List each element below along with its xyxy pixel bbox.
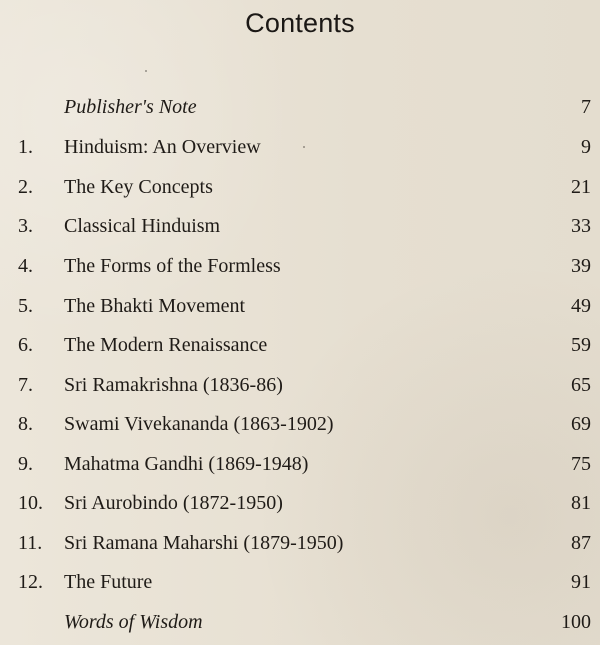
toc-row-6	[0, 334, 600, 364]
toc-number: 6.	[18, 334, 33, 356]
toc-page-number: 21	[571, 176, 591, 198]
toc-number: 2.	[18, 176, 33, 198]
toc-page-number: 39	[571, 255, 591, 277]
toc-row-9	[0, 453, 600, 483]
toc-page-number: 69	[571, 413, 591, 435]
toc-row-4	[0, 255, 600, 285]
toc-title: Classical Hinduism	[64, 215, 221, 237]
toc-title: The Forms of the Formless	[64, 255, 281, 277]
toc-row-7	[0, 374, 600, 404]
toc-number: 8.	[18, 413, 33, 435]
toc-row-12	[0, 571, 600, 601]
toc-row-5	[0, 295, 600, 325]
toc-title: Sri Aurobindo (1872-1950)	[64, 492, 283, 514]
toc-number: 9.	[18, 453, 33, 475]
toc-page-number: 100	[561, 611, 591, 633]
toc-page-number: 49	[571, 295, 591, 317]
toc-number: 1.	[18, 136, 33, 158]
toc-title: The Modern Renaissance	[64, 334, 268, 356]
paper-speck	[303, 146, 305, 148]
toc-number: 7.	[18, 374, 33, 396]
toc-number: 10.	[18, 492, 43, 514]
toc-row-1	[0, 136, 600, 166]
toc-page-number: 59	[571, 334, 591, 356]
toc-page-number: 65	[571, 374, 591, 396]
toc-number: 11.	[18, 532, 43, 554]
toc-page-number: 33	[571, 215, 591, 237]
toc-page-number: 9	[581, 136, 591, 158]
toc-number: 12.	[18, 571, 43, 593]
toc-title: Mahatma Gandhi (1869-1948)	[64, 453, 309, 475]
toc-title: Swami Vivekananda (1863-1902)	[64, 413, 334, 435]
toc-number: 5.	[18, 295, 33, 317]
toc-title: The Bhakti Movement	[64, 295, 246, 317]
toc-row-10	[0, 492, 600, 522]
toc-row-3	[0, 215, 600, 245]
toc-title: Words of Wisdom	[64, 611, 203, 633]
toc-title: The Key Concepts	[64, 176, 213, 198]
toc-row-11	[0, 532, 600, 562]
toc-page-number: 87	[571, 532, 591, 554]
toc-page-number: 91	[571, 571, 591, 593]
paper-speck	[145, 70, 147, 72]
toc-page-number: 7	[581, 96, 591, 118]
toc-number: 3.	[18, 215, 33, 237]
toc-number: 4.	[18, 255, 33, 277]
toc-title: Hinduism: An Overview	[64, 136, 261, 158]
page-title: Contents	[245, 8, 355, 38]
toc-row-8	[0, 413, 600, 443]
toc-title: Sri Ramana Maharshi (1879-1950)	[64, 532, 344, 554]
toc-title: Sri Ramakrishna (1836-86)	[64, 374, 283, 396]
toc-title: Publisher's Note	[64, 96, 197, 118]
toc-row-words-of-wisdom	[0, 611, 600, 641]
toc-page-number: 81	[571, 492, 591, 514]
toc-title: The Future	[64, 571, 153, 593]
toc-page-number: 75	[571, 453, 591, 475]
toc-row-publishers-note	[0, 96, 600, 126]
toc-row-2	[0, 176, 600, 206]
